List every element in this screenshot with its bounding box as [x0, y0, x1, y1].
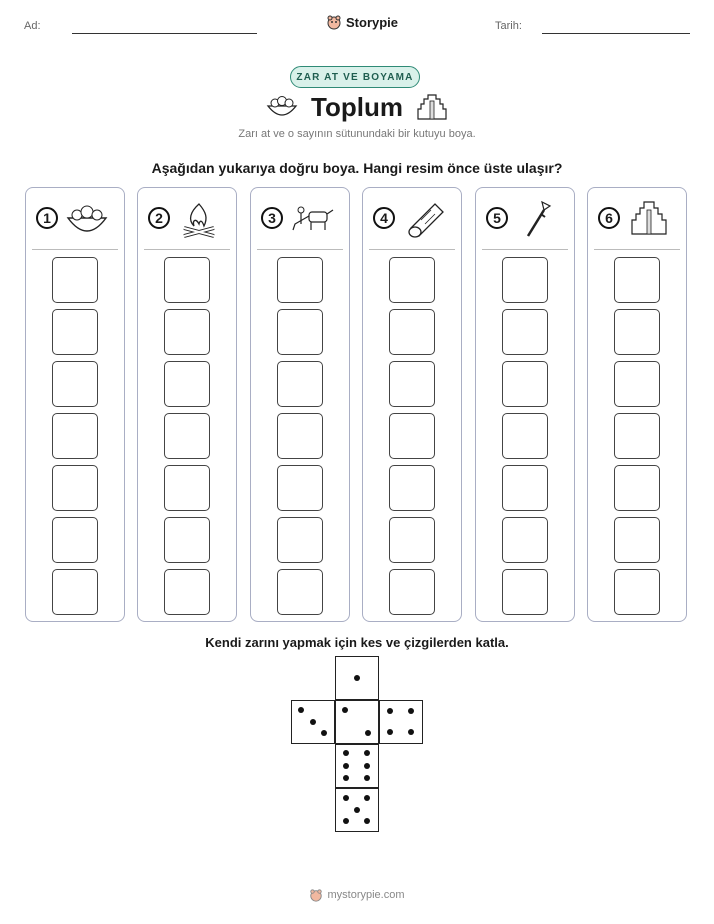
- column-divider: [369, 249, 455, 250]
- die-pip: [364, 775, 370, 781]
- color-box[interactable]: [277, 309, 323, 355]
- column-divider: [32, 249, 118, 250]
- column-divider: [144, 249, 230, 250]
- footer: [0, 888, 714, 902]
- color-box[interactable]: [614, 257, 660, 303]
- die-pip: [364, 750, 370, 756]
- die-pip: [364, 763, 370, 769]
- die-pip: [387, 729, 393, 735]
- color-box[interactable]: [389, 569, 435, 615]
- color-box[interactable]: [389, 257, 435, 303]
- die-pip: [343, 775, 349, 781]
- color-box[interactable]: [52, 361, 98, 407]
- die-face: [291, 700, 335, 744]
- color-box[interactable]: [502, 309, 548, 355]
- color-box[interactable]: [277, 465, 323, 511]
- color-box[interactable]: [277, 569, 323, 615]
- color-box[interactable]: [614, 569, 660, 615]
- column-6: [587, 187, 687, 622]
- die-pip: [310, 719, 316, 725]
- brand-logo: [326, 14, 398, 30]
- die-pip: [364, 795, 370, 801]
- activity-badge: ZAR AT VE BOYAMA: [290, 66, 420, 88]
- page-title: Toplum: [311, 92, 403, 122]
- date-label: Tarih:: [495, 20, 522, 32]
- color-box[interactable]: [164, 309, 210, 355]
- color-box[interactable]: [52, 257, 98, 303]
- die-pip: [321, 730, 327, 736]
- column-divider: [257, 249, 343, 250]
- spear-icon: [514, 198, 560, 238]
- pyramid-icon: [626, 198, 672, 238]
- die-pip: [298, 707, 304, 713]
- color-box[interactable]: [164, 465, 210, 511]
- column-1: [25, 187, 125, 622]
- color-box[interactable]: [502, 257, 548, 303]
- color-box[interactable]: [164, 413, 210, 459]
- footer-url: mystorypie.com: [327, 889, 405, 901]
- die-pip: [408, 708, 414, 714]
- date-line: [542, 33, 690, 34]
- instruction: Aşağıdan yukarıya doğru boya. Hangi resim önce üste ulaşır?: [151, 160, 563, 176]
- ox-plow-icon: [289, 198, 335, 238]
- column-divider: [482, 249, 568, 250]
- die-pip: [408, 729, 414, 735]
- die-pip: [343, 763, 349, 769]
- die-face: [335, 744, 379, 788]
- die-pip: [364, 818, 370, 824]
- color-box[interactable]: [164, 257, 210, 303]
- fruit-bowl-icon: [64, 198, 110, 238]
- scroll-icon: [401, 198, 447, 238]
- color-box[interactable]: [614, 517, 660, 563]
- die-instruction: Kendi zarını yapmak için kes ve çizgilerden katla.: [205, 635, 509, 650]
- storypie-mascot-icon: [309, 888, 323, 902]
- color-box[interactable]: [614, 465, 660, 511]
- die-face: [379, 700, 423, 744]
- color-box[interactable]: [502, 569, 548, 615]
- color-box[interactable]: [277, 517, 323, 563]
- color-box[interactable]: [52, 413, 98, 459]
- color-box[interactable]: [52, 465, 98, 511]
- die-face: [335, 788, 379, 832]
- color-box[interactable]: [614, 309, 660, 355]
- column-number: 2: [148, 207, 170, 229]
- die-pip: [365, 730, 371, 736]
- color-box[interactable]: [277, 257, 323, 303]
- color-box[interactable]: [164, 361, 210, 407]
- column-3: [250, 187, 350, 622]
- die-pip: [354, 675, 360, 681]
- color-box[interactable]: [614, 413, 660, 459]
- die-pip: [342, 707, 348, 713]
- color-box[interactable]: [502, 361, 548, 407]
- column-divider: [594, 249, 680, 250]
- column-5: [475, 187, 575, 622]
- color-box[interactable]: [52, 309, 98, 355]
- color-box[interactable]: [277, 361, 323, 407]
- subtitle: Zarı at ve o sayının sütunundaki bir kutuyu boya.: [238, 128, 476, 140]
- column-number: 1: [36, 207, 58, 229]
- column-number: 5: [486, 207, 508, 229]
- name-line: [72, 33, 257, 34]
- column-number: 3: [261, 207, 283, 229]
- color-box[interactable]: [164, 569, 210, 615]
- color-box[interactable]: [164, 517, 210, 563]
- die-pip: [343, 795, 349, 801]
- die-pip: [387, 708, 393, 714]
- die-face: [335, 700, 379, 744]
- column-number: 4: [373, 207, 395, 229]
- color-box[interactable]: [277, 413, 323, 459]
- die-pip: [343, 750, 349, 756]
- color-box[interactable]: [52, 569, 98, 615]
- color-box[interactable]: [389, 309, 435, 355]
- pyramid-icon: [416, 93, 448, 121]
- campfire-icon: [176, 198, 222, 238]
- color-box[interactable]: [389, 413, 435, 459]
- color-box[interactable]: [52, 517, 98, 563]
- name-label: Ad:: [24, 20, 41, 32]
- color-box[interactable]: [389, 361, 435, 407]
- storypie-mascot-icon: [326, 14, 342, 30]
- color-box[interactable]: [614, 361, 660, 407]
- column-4: [362, 187, 462, 622]
- brand-name: Storypie: [346, 14, 399, 30]
- color-box[interactable]: [389, 465, 435, 511]
- column-2: [137, 187, 237, 622]
- color-box[interactable]: [389, 517, 435, 563]
- color-box[interactable]: [502, 517, 548, 563]
- color-box[interactable]: [502, 413, 548, 459]
- column-number: 6: [598, 207, 620, 229]
- die-pip: [354, 807, 360, 813]
- color-box[interactable]: [502, 465, 548, 511]
- die-face: [335, 656, 379, 700]
- die-pip: [343, 818, 349, 824]
